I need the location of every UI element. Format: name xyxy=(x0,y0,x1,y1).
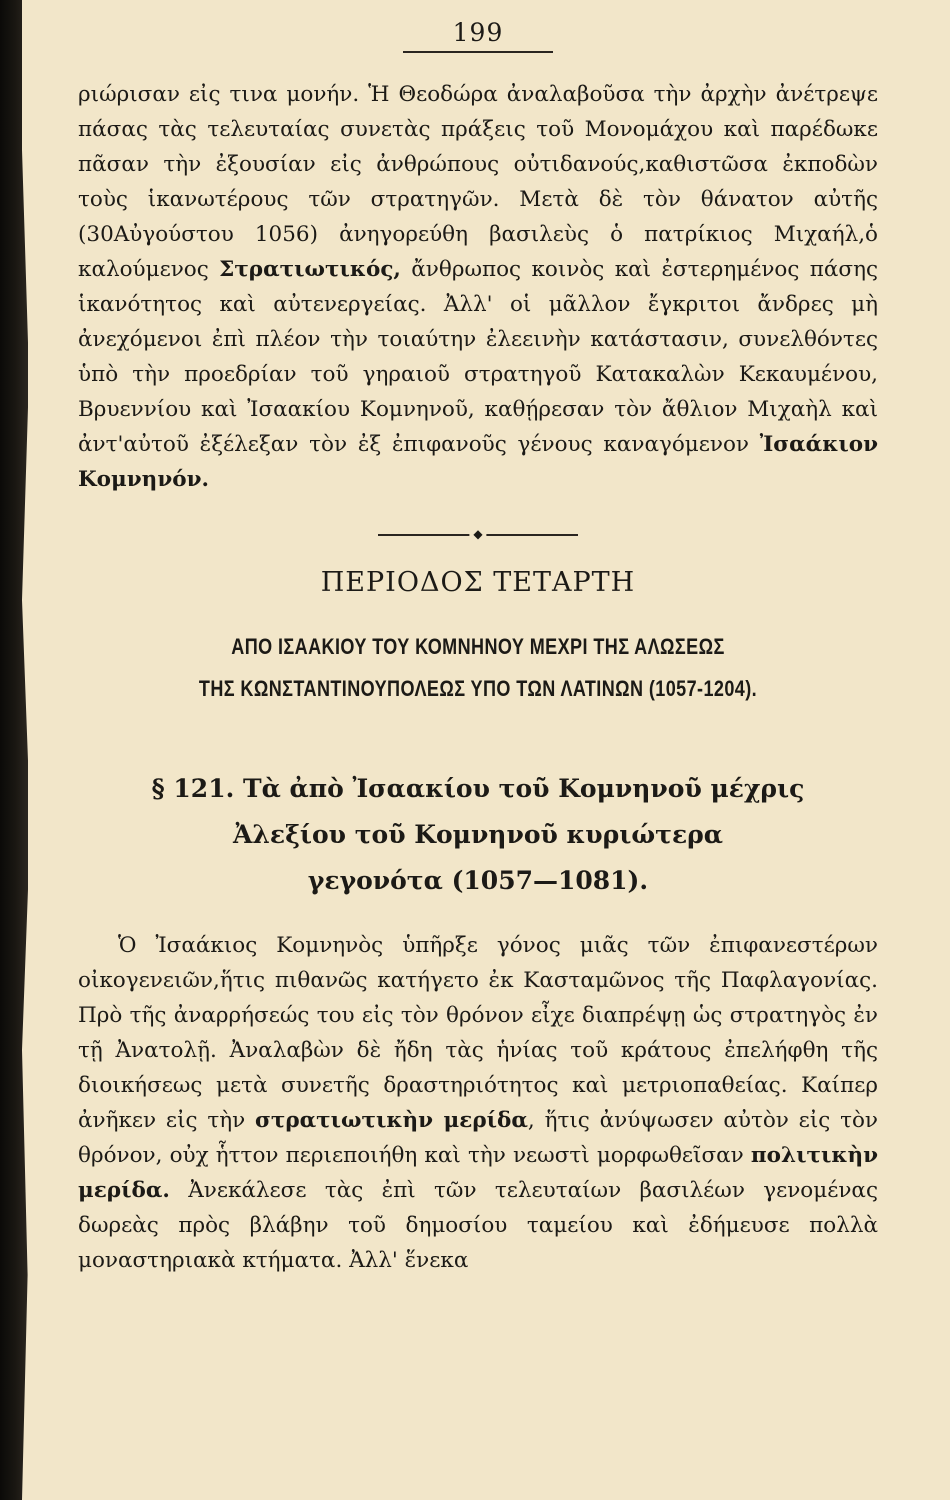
paragraph-isaac xyxy=(78,928,878,1278)
paragraph-text: ἄνθρωπος κοινὸς καὶ ἐστερημένος πάσης ἱκανότητος καὶ αὐτενεργείας. Ἀλλ' οἱ μᾶλλον ἔγκριτοι ἄνδρες μὴ ἀνεχόμενοι ἐπὶ πλέον τὴν τοιαύτην ἐλεεινὴν κατάστασιν, συνελθόντες ὑπὸ τὴν προεδρίαν τοῦ γηραιοῦ στρατηγοῦ Κατακαλὼν Κεκαυμένου, Βρυεννίου καὶ Ἰσαακίου Κομνηνοῦ, καθῄρεσαν τὸν ἄθλιον Μιχαὴλ καὶ ἀντ'αὐτοῦ ἐξέλεξαν τὸν ἐξ ἐπιφανοῦς γένους καναγόμενον xyxy=(78,257,878,457)
paragraph-text: Ἀνεκάλεσε τὰς ἐπὶ τῶν τελευταίων βασιλέων γενομένας δωρεὰς πρὸς βλάβην τοῦ δημοσίου ταμείου καὶ ἐδήμευσε πολλὰ μοναστηριακὰ κτήματα. Ἀλλ' ἕνεκα xyxy=(78,1178,878,1273)
period-subtitle-line1: ΑΠΟ ΙΣΑΑΚΙΟΥ ΤΟΥ ΚΟΜΝΗΝΟΥ ΜΕΧΡΙ ΤΗΣ ΑΛΩΣΕΩΣ xyxy=(231,634,725,659)
paragraph-theodora xyxy=(78,77,878,497)
section-heading xyxy=(78,766,878,904)
paragraph-text: , ἥτις ἀνύψωσεν αὐτὸν εἰς τὸν θρόνον, οὐχ ἧττον περιεποιήθη καὶ τὴν νεωστὶ μορφωθεῖσαν xyxy=(78,1108,879,1168)
section-heading-line: γεγονότα (1057—1081). xyxy=(307,866,649,895)
page-binding-shadow xyxy=(0,0,28,1500)
period-title: ΠΕΡΙΟΔΟΣ ΤΕΤΑΡΤΗ xyxy=(320,567,636,598)
paragraph-text: Ὁ Ἰσαάκιος Κομνηνὸς ὑπῆρξε γόνος μιᾶς τῶν ἐπιφανεστέρων οἰκογενειῶν,ἥτις πιθανῶς κατήγετο ἐκ Κασταμῶνος τῆς Παφλαγονίας. Πρὸ τῆς ἀναρρήσεώς του εἰς τὸν θρόνον εἶχε διαπρέψῃ ὡς στρατηγὸς ἐν τῇ Ἀνατολῇ. Ἀναλαβὼν δὲ ἤδη τὰς ἡνίας τοῦ κράτους ἐπελήφθη τῆς διοικήσεως μετὰ συνετῆς δραστηριότητος καὶ μετριοπαθείας. Καίπερ ἀνῆκεν εἰς τὴν xyxy=(78,933,878,1133)
bold-term: στρατιωτικὴν μερίδα xyxy=(255,1108,528,1133)
bold-term: Στρατιωτικός, xyxy=(219,257,401,282)
section-heading-line: Ἀλεξίου τοῦ Κομνηνοῦ κυριώτερα xyxy=(232,820,724,849)
section-heading-line: § 121. Τὰ ἀπὸ Ἰσαακίου τοῦ Κομνηνοῦ μέχρις xyxy=(151,774,805,803)
period-subtitle-line2: ΤΗΣ ΚΩΝΣΤΑΝΤΙΝΟΥΠΟΛΕΩΣ ΥΠΟ ΤΩΝ ΛΑΤΙΝΩΝ (1057-1204). xyxy=(198,676,758,701)
paragraph-text: ριώρισαν εἰς τινα μονήν. Ἡ Θεοδώρα ἀναλαβοῦσα τὴν ἀρχὴν ἀνέτρεψε πάσας τὰς τελευταίας συνετὰς πράξεις τοῦ Μονομάχου καὶ παρέδωκε πᾶσαν τὴν ἐξουσίαν εἰς ἀνθρώπους οὐτιδανούς,καθιστῶσα ἐκποδὼν τοὺς ἱκανωτέρους τῶν στρατηγῶν. Μετὰ δὲ τὸν θάνατον αὐτῆς (30Αὐγούστου 1056) ἀνηγορεύθη βασιλεὺς ὁ πατρίκιος Μιχαήλ,ὁ καλούμενος xyxy=(78,82,878,282)
bold-term: Ἰσαάκιον Κομνηνόν. xyxy=(78,432,878,492)
header-rule xyxy=(403,51,553,53)
bold-term: πολιτικὴν μερίδα. xyxy=(78,1143,879,1203)
page-number: 199 xyxy=(452,18,504,47)
book-page xyxy=(78,18,878,1278)
section-divider xyxy=(378,527,578,541)
divider-ornament-icon: ◆ xyxy=(469,527,486,541)
